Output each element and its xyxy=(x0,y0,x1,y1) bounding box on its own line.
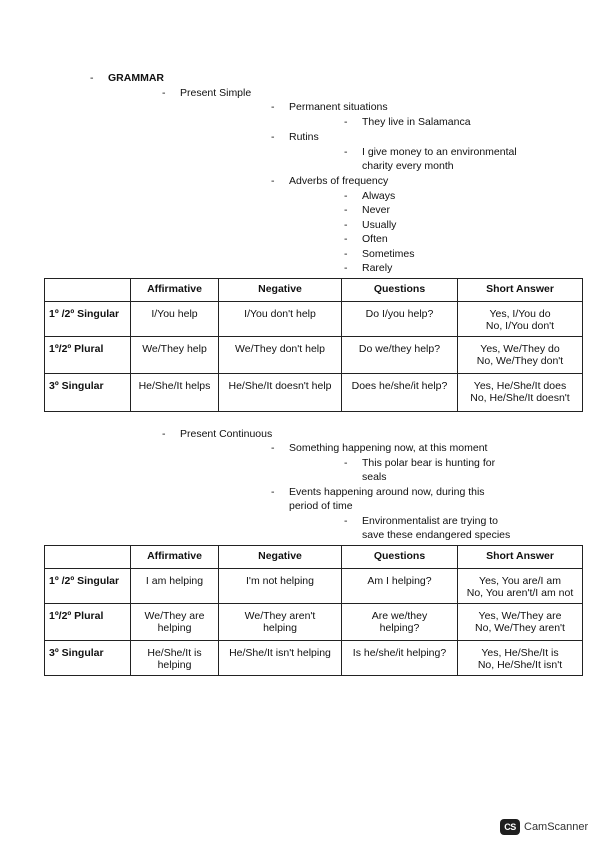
short-answer-no: No, I/You don't xyxy=(485,320,555,332)
question-cell: Does he/she/it help? xyxy=(342,374,458,412)
bullet-dash: - xyxy=(344,248,348,260)
cell-line: We/They aren't xyxy=(244,610,316,622)
bullet-dash: - xyxy=(162,428,166,440)
table-header-cell: Affirmative xyxy=(131,546,219,569)
short-answer-no: No, He/She/It isn't xyxy=(477,659,563,671)
grammar-label: GRAMMAR xyxy=(108,72,164,84)
short-answer-yes: Yes, We/They do xyxy=(480,343,560,355)
camscanner-watermark xyxy=(500,818,588,836)
happening-now-example-line2: seals xyxy=(362,471,387,483)
bullet-dash: - xyxy=(344,457,348,469)
short-answer-cell xyxy=(458,569,583,604)
adverb-item: Always xyxy=(362,190,396,202)
question-cell xyxy=(342,641,458,676)
negative-cell: We/They don't help xyxy=(219,337,342,374)
present-simple-title: Present Simple xyxy=(180,87,252,99)
negative-cell: I/You don't help xyxy=(219,302,342,337)
cell-line: I am helping xyxy=(145,575,204,587)
permanent-example: They live in Salamanca xyxy=(362,116,471,128)
bullet-dash: - xyxy=(344,515,348,527)
bullet-dash: - xyxy=(344,146,348,158)
cell-line: He/She/It is xyxy=(147,647,202,659)
table-row xyxy=(45,569,583,604)
bullet-dash: - xyxy=(271,486,275,498)
row-label: 1º /2º Singular xyxy=(45,302,131,337)
cell-line: Is he/she/it helping? xyxy=(352,647,447,659)
table-header-cell: Questions xyxy=(342,546,458,569)
affirmative-cell: We/They help xyxy=(131,337,219,374)
affirmative-cell xyxy=(131,569,219,604)
short-answer-yes: Yes, He/She/It is xyxy=(481,647,559,659)
short-answer-cell xyxy=(458,604,583,641)
row-label: 3º Singular xyxy=(45,641,131,676)
present-continuous-table xyxy=(44,545,583,676)
bullet-dash: - xyxy=(271,101,275,113)
affirmative-cell: I/You help xyxy=(131,302,219,337)
short-answer-no: No, We/They don't xyxy=(476,355,564,367)
short-answer-no: No, We/They aren't xyxy=(475,622,565,634)
camscanner-text: CamScanner xyxy=(524,821,589,833)
affirmative-cell xyxy=(131,641,219,676)
adverb-item: Rarely xyxy=(362,262,393,274)
question-cell: Do I/you help? xyxy=(342,302,458,337)
around-now-example-line2: save these endangered species xyxy=(362,529,511,541)
adverb-item: Sometimes xyxy=(362,248,415,260)
table-header-cell: Affirmative xyxy=(131,279,219,302)
bullet-dash: - xyxy=(271,442,275,454)
short-answer-cell xyxy=(458,337,583,374)
short-answer-yes: Yes, He/She/It does xyxy=(473,380,567,392)
bullet-dash: - xyxy=(344,204,348,216)
bullet-dash: - xyxy=(344,262,348,274)
short-answer-cell xyxy=(458,302,583,337)
short-answer-yes: Yes, I/You do xyxy=(489,308,551,320)
table-header-cell: Short Answer xyxy=(458,279,583,302)
negative-cell: He/She/It doesn't help xyxy=(219,374,342,412)
adverb-item: Usually xyxy=(362,219,397,231)
cell-line: helping xyxy=(263,622,297,634)
around-now-example-line1: Environmentalist are trying to xyxy=(362,515,498,527)
cell-line: Are we/they xyxy=(371,610,428,622)
short-answer-cell xyxy=(458,641,583,676)
short-answer-cell xyxy=(458,374,583,412)
short-answer-yes: Yes, We/They are xyxy=(478,610,562,622)
bullet-dash: - xyxy=(271,175,275,187)
table-header-row xyxy=(45,546,583,569)
table-header-cell xyxy=(45,279,131,302)
table-header-cell: Negative xyxy=(219,279,342,302)
table-row xyxy=(45,337,583,374)
negative-cell xyxy=(219,604,342,641)
bullet-dash: - xyxy=(344,116,348,128)
negative-cell xyxy=(219,569,342,604)
table-row xyxy=(45,374,583,412)
happening-now-example-line1: This polar bear is hunting for xyxy=(362,457,496,469)
bullet-dash: - xyxy=(271,131,275,143)
short-answer-yes: Yes, You are/I am xyxy=(479,575,561,587)
cell-line: We/They are xyxy=(144,610,205,622)
cell-line: helping? xyxy=(379,622,420,634)
around-now-line1: Events happening around now, during this xyxy=(289,486,485,498)
happening-now: Something happening now, at this moment xyxy=(289,442,488,454)
cell-line: I'm not helping xyxy=(246,575,314,587)
bullet-dash: - xyxy=(162,87,166,99)
short-answer-no: No, You aren't/I am not xyxy=(466,587,574,599)
table-row xyxy=(45,302,583,337)
adverbs-of-frequency: Adverbs of frequency xyxy=(289,175,389,187)
table-row xyxy=(45,604,583,641)
table-header-cell xyxy=(45,546,131,569)
row-label: 1º /2º Singular xyxy=(45,569,131,604)
table-header-cell: Short Answer xyxy=(458,546,583,569)
question-cell xyxy=(342,569,458,604)
short-answer-no: No, He/She/It doesn't xyxy=(470,392,570,404)
row-label: 1º/2º Plural xyxy=(45,337,131,374)
table-header-cell: Questions xyxy=(342,279,458,302)
table-header-cell: Negative xyxy=(219,546,342,569)
cell-line: Am I helping? xyxy=(367,575,432,587)
row-label: 1º/2º Plural xyxy=(45,604,131,641)
routines-example-line2: charity every month xyxy=(362,160,454,172)
question-cell: Do we/they help? xyxy=(342,337,458,374)
bullet-dash: - xyxy=(344,190,348,202)
around-now-line2: period of time xyxy=(289,500,353,512)
routines: Rutins xyxy=(289,131,319,143)
table-header-row xyxy=(45,279,583,302)
cell-line: helping xyxy=(157,622,192,634)
question-cell xyxy=(342,604,458,641)
affirmative-cell: He/She/It helps xyxy=(131,374,219,412)
row-label: 3º Singular xyxy=(45,374,131,412)
bullet-dash: - xyxy=(344,219,348,231)
camscanner-logo-icon: CS xyxy=(500,819,520,835)
permanent-situations: Permanent situations xyxy=(289,101,388,113)
bullet-dash: - xyxy=(90,72,94,84)
bullet-dash: - xyxy=(344,233,348,245)
present-continuous-title: Present Continuous xyxy=(180,428,273,440)
routines-example-line1: I give money to an environmental xyxy=(362,146,517,158)
table-row xyxy=(45,641,583,676)
cell-line: He/She/It isn't helping xyxy=(229,647,331,659)
affirmative-cell xyxy=(131,604,219,641)
present-simple-table xyxy=(44,278,583,412)
adverb-item: Never xyxy=(362,204,391,216)
adverb-item: Often xyxy=(362,233,388,245)
negative-cell xyxy=(219,641,342,676)
cell-line: helping xyxy=(157,659,192,671)
